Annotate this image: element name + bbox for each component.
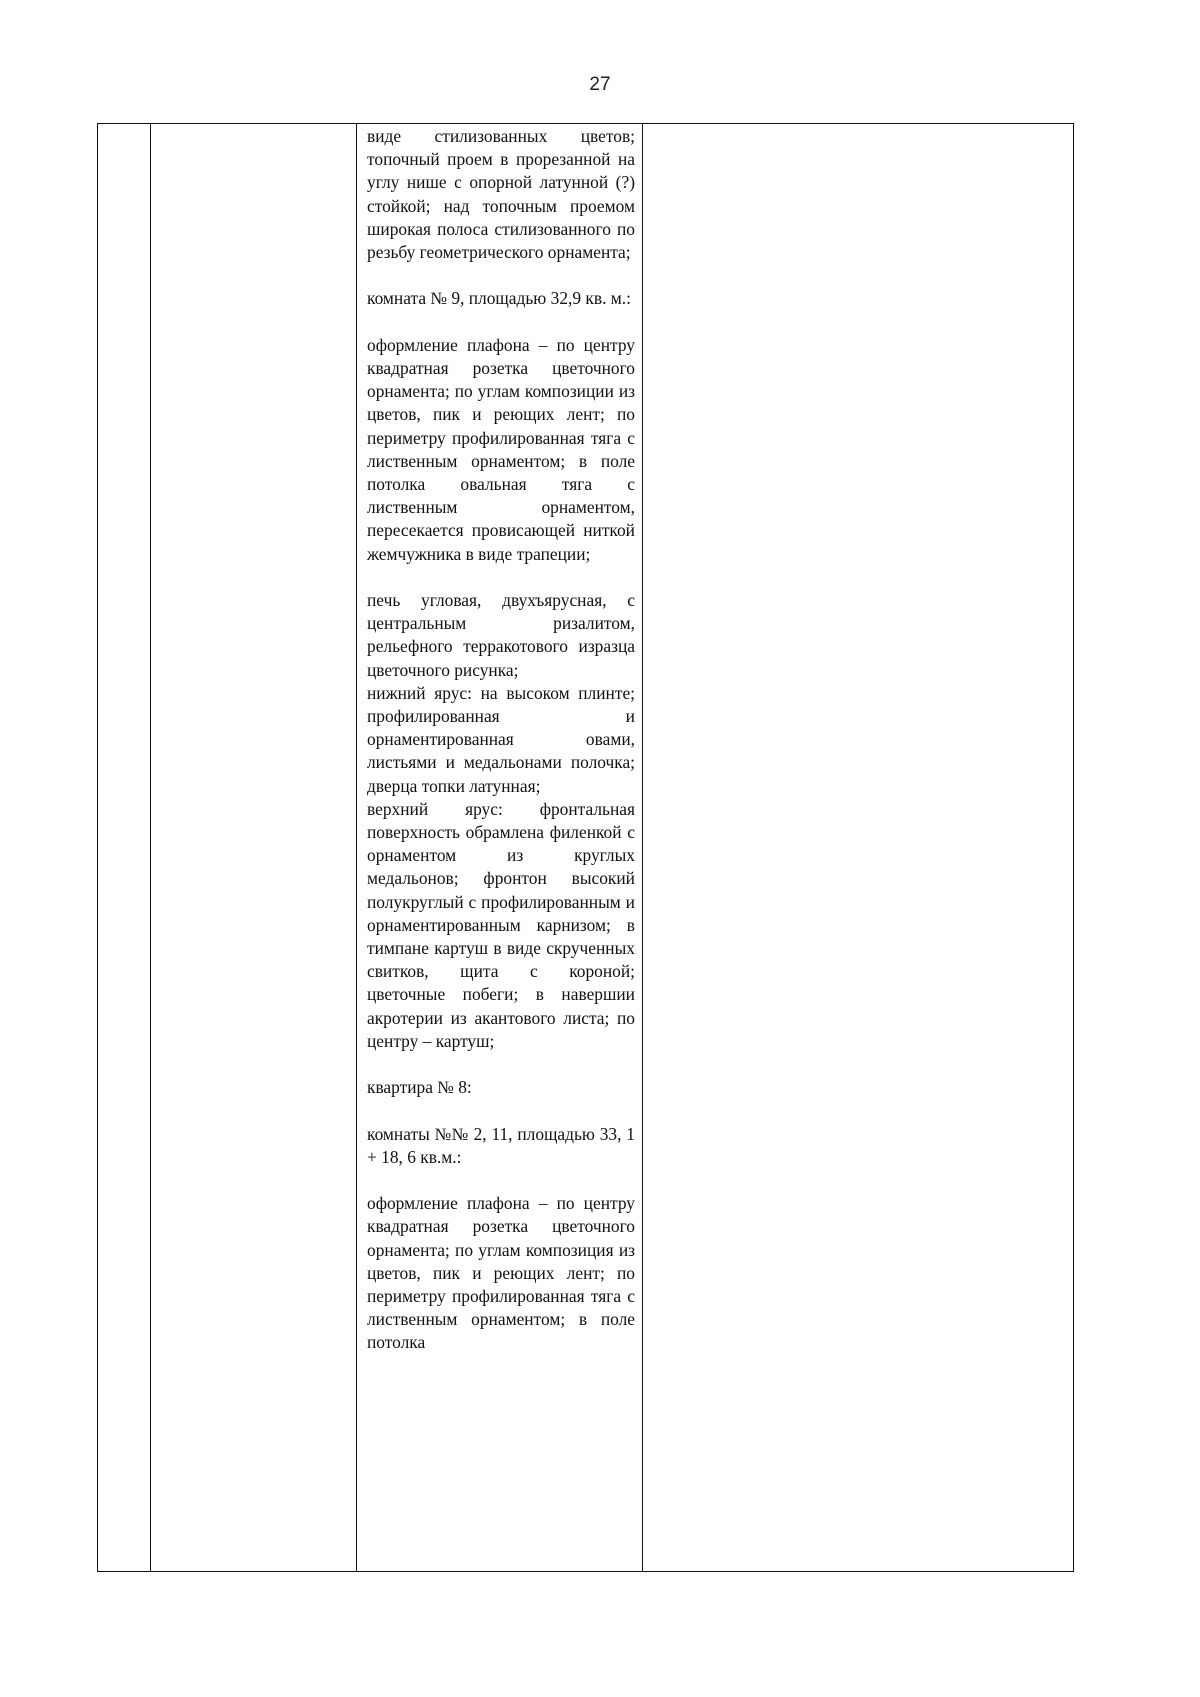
description-paragraph: квартира № 8: xyxy=(367,1077,472,1098)
description-paragraph: оформление плафона – по центру квадратная розетка цветочного орнамента; по углам композиция из цветов, пик и реющих лент; по периметру профилированная тяга с лиственным орнаментом; в поле потолка xyxy=(367,1193,635,1353)
object-description-table xyxy=(97,123,1074,1572)
description-text xyxy=(357,124,642,1355)
description-paragraph: комнаты №№ 2, 11, площадью 33, 1 + 18, 6 кв.м.: xyxy=(367,1123,635,1167)
table-cell-number xyxy=(98,124,151,1572)
table-cell-description xyxy=(357,124,643,1572)
table-row xyxy=(98,124,1074,1572)
description-paragraph: печь угловая, двухъярусная, с центральным ризалитом, рельефного терракотового изразца цветочного рисунка; xyxy=(367,590,635,680)
description-paragraph: нижний ярус: на высоком плинте; профилированная и орнаментированная овами, листьями и медальонами полочка; дверца топки латунная; xyxy=(367,682,635,796)
table-cell-notes xyxy=(643,124,1074,1572)
description-paragraph: виде стилизованных цветов; топочный проем в прорезанной на углу нише с опорной латунной (?) стойкой; над топочным проемом широкая полоса стилизованного по резьбу геометрического орнамента; xyxy=(367,126,635,263)
description-paragraph: верхний ярус: фронтальная поверхность обрамлена филенкой с орнаментом из круглых медальонов; фронтон высокий полукруглый с профилированным и орнаментированным карнизом; в тимпане картуш в виде скрученных свитков, щита с короной; цветочные побеги; в навершии акротерии из акантового листа; по центру – картуш; xyxy=(367,798,635,1051)
description-paragraph: оформление плафона – по центру квадратная розетка цветочного орнамента; по углам композиции из цветов, пик и реющих лент; по периметру профилированная тяга с лиственным орнаментом; в поле потолка овальная тяга с лиственным орнаментом, пересекается провисающей ниткой жемчужника в виде трапеции; xyxy=(367,334,635,564)
description-paragraph: комната № 9, площадью 32,9 кв. м.: xyxy=(367,288,631,309)
page-number: 27 xyxy=(589,74,611,95)
table-cell-name xyxy=(151,124,357,1572)
